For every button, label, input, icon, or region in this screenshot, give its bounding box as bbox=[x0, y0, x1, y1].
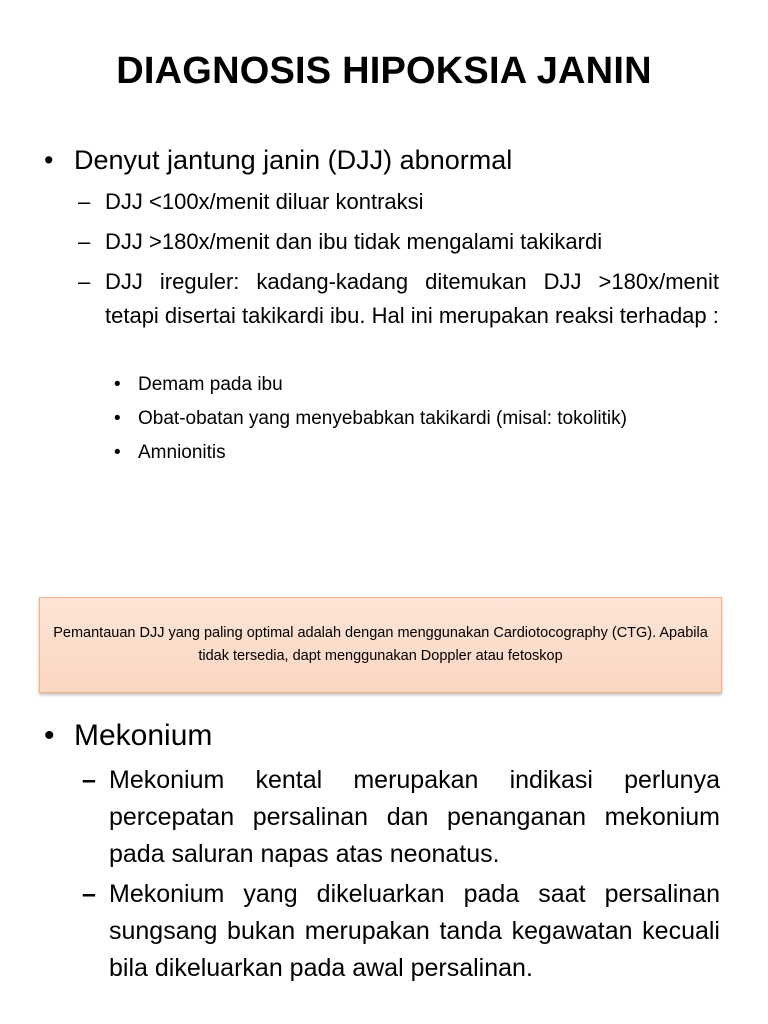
dash-marker: – bbox=[78, 189, 91, 214]
bullet-text: Denyut jantung janin (DJJ) abnormal bbox=[74, 145, 513, 175]
sub-item-text: Mekonium yang dikeluarkan pada saat persalinan sungsang bukan merupakan tanda kegawatan kecuali bila dikeluarkan pada awal persalinan. bbox=[109, 880, 720, 982]
sub-item-text: DJJ >180x/menit dan ibu tidak mengalami takikardi bbox=[105, 229, 603, 254]
bullet-marker: • bbox=[114, 442, 121, 463]
sub-item-text: DJJ ireguler: kadang-kadang ditemukan DJJ >180x/menit tetapi disertai takikardi ibu. Hal ini merupakan reaksi terhadap : bbox=[105, 269, 719, 328]
dash-marker: – bbox=[82, 880, 96, 908]
sub-item-djj-low bbox=[78, 185, 719, 219]
bullet-marker: • bbox=[44, 719, 55, 752]
dash-marker: – bbox=[78, 229, 91, 254]
sub-item-text: Mekonium kental merupakan indikasi perlunya percepatan persalinan dan penanganan mekonium pada saluran napas atas neonatus. bbox=[109, 766, 720, 868]
note-text: Pemantauan DJJ yang paling optimal adalah dengan menggunakan Cardiotocography (CTG). Apabila tidak tersedia, dapt menggunakan Doppler atau fetoskop bbox=[53, 625, 708, 664]
bullet-text: Mekonium bbox=[74, 719, 213, 752]
bullet-marker: • bbox=[114, 374, 121, 395]
sub-item-djj-ireguler bbox=[78, 265, 719, 333]
sub-item-mekonium-sungsang bbox=[82, 876, 720, 987]
sub-sub-item-text: Amnionitis bbox=[138, 442, 226, 463]
sub-item-djj-high bbox=[78, 225, 719, 259]
sub-item-text: DJJ <100x/menit diluar kontraksi bbox=[105, 189, 424, 214]
sub-item-mekonium-kental bbox=[82, 762, 720, 873]
slide-title: DIAGNOSIS HIPOKSIA JANIN bbox=[116, 50, 652, 92]
dash-marker: – bbox=[78, 269, 91, 294]
note-box bbox=[39, 597, 722, 693]
sub-sub-item-text: Demam pada ibu bbox=[138, 374, 283, 395]
bullet-marker: • bbox=[44, 145, 54, 175]
sub-sub-item-text: Obat-obatan yang menyebabkan takikardi (misal: tokolitik) bbox=[138, 408, 627, 429]
bullet-marker: • bbox=[114, 408, 121, 429]
dash-marker: – bbox=[82, 766, 96, 794]
